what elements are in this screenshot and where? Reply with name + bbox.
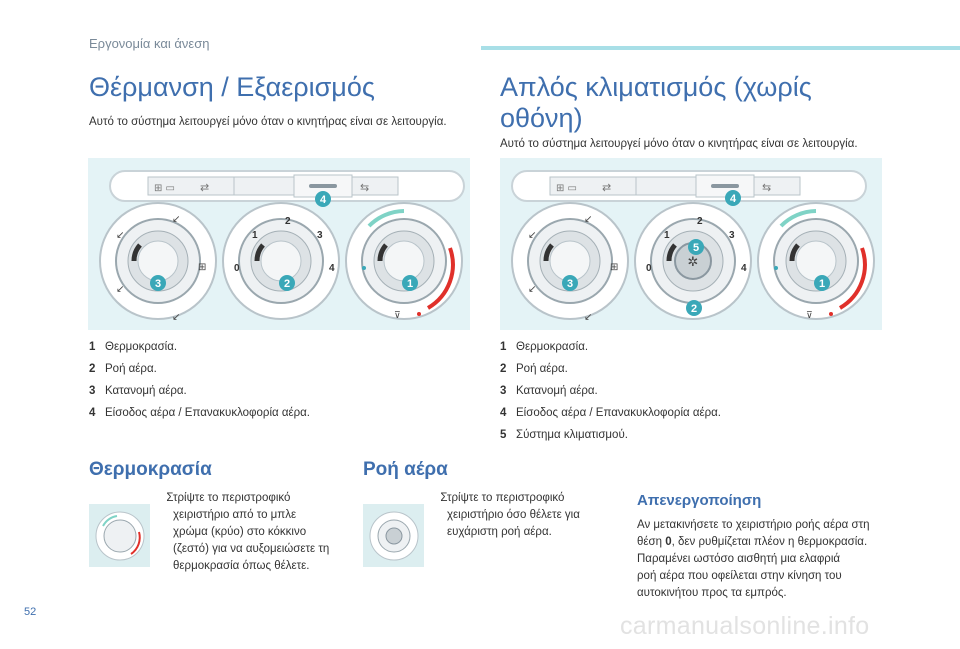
watermark: carmanualsonline.info [620,612,870,640]
page-number: 52 [24,606,37,618]
legend-item: 3 Κατανομή αέρα. [89,385,187,397]
svg-text:✲: ✲ [687,255,699,270]
svg-text:2: 2 [285,216,291,227]
svg-text:4: 4 [729,193,737,205]
svg-text:⊞ ▭: ⊞ ▭ [556,183,578,194]
heating-subtitle: Αυτό το σύστημα λειτουργεί μόνο όταν ο κινητήρας είναι σε λειτουργία. [89,116,447,128]
svg-text:⊽: ⊽ [806,311,813,321]
page-title-ac-line2: οθόνη) [500,103,583,133]
svg-text:0: 0 [234,263,240,274]
svg-text:⇆: ⇆ [360,181,370,194]
airflow-heading: Ροή αέρα [363,459,448,480]
svg-text:↙: ↙ [528,230,537,241]
svg-text:1: 1 [406,278,414,290]
ac-panel-illustration [500,158,882,330]
legend-item: 3 Κατανομή αέρα. [500,385,598,397]
svg-text:2: 2 [697,216,703,227]
svg-text:2: 2 [283,278,291,290]
svg-text:4: 4 [329,263,335,274]
legend-item: 1 Θερμοκρασία. [500,341,589,353]
svg-text:⊞ ▭: ⊞ ▭ [154,183,176,194]
ac-subtitle: Αυτό το σύστημα λειτουργεί μόνο όταν ο κινητήρας είναι σε λειτουργία. [500,138,858,150]
svg-text:4: 4 [741,263,747,274]
svg-text:1: 1 [252,230,258,241]
legend-item: 4 Είσοδος αέρα / Επανακυκλοφορία αέρα. [500,407,722,419]
svg-text:⊽: ⊽ [394,311,401,321]
legend-item: 4 Είσοδος αέρα / Επανακυκλοφορία αέρα. [89,407,311,419]
legend-item: 2 Ροή αέρα. [89,363,157,375]
callout-4-right [725,190,741,206]
svg-text:3: 3 [154,278,162,290]
legend-item: 1 Θερμοκρασία. [89,341,178,353]
temperature-knob-right [758,203,874,321]
svg-text:⊞: ⊞ [198,262,207,273]
svg-text:↙: ↙ [528,284,537,295]
svg-text:4: 4 [319,194,327,206]
temperature-heading: Θερμοκρασία [89,459,212,480]
deactivation-heading: Απενεργοποίηση [637,492,762,509]
svg-text:⇄: ⇄ [602,181,612,194]
deactivation-text: Αν μετακινήσετε το χειριστήριο ροής αέρα στη θέση 0, δεν ρυθμίζεται πλέον η θερμοκρασία. Παραμένει ωστόσο αισθητή μια ελαφριά ροή αέρα που οφείλεται στην κίνηση του αυτοκινήτου προς τα εμπρός. [637,519,870,599]
heating-panel-illustration [88,158,470,330]
svg-text:⇆: ⇆ [762,181,772,194]
section-header: Εργονομία και άνεση [89,36,210,51]
callout-4-left [315,191,331,207]
temperature-knob-left [346,203,462,321]
svg-text:5: 5 [692,242,700,254]
legend-item: 2 Ροή αέρα. [500,363,568,375]
svg-text:2: 2 [690,303,698,315]
svg-text:0: 0 [646,263,652,274]
svg-text:3: 3 [317,230,323,241]
temperature-instructions: Στρίψτε το περιστροφικό χειριστήριο από το μπλε χρώμα (κρύο) στο κόκκινο (ζεστό) για να αυξομειώσετε τη θερμοκρασία όπως θέλετε. [166,492,330,572]
svg-text:↙: ↙ [172,214,181,225]
svg-text:↙: ↙ [172,312,181,323]
svg-text:⇄: ⇄ [200,181,210,194]
airflow-knob-right [635,203,751,319]
header-rule [481,46,960,50]
airflow-knob-thumbnail [363,504,424,567]
svg-text:1: 1 [818,278,826,290]
temperature-knob-thumbnail [89,504,150,567]
svg-text:1: 1 [664,230,670,241]
svg-text:↙: ↙ [584,214,593,225]
svg-text:↙: ↙ [116,230,125,241]
svg-text:3: 3 [566,278,574,290]
airflow-knob-left [223,203,339,319]
svg-text:↙: ↙ [116,284,125,295]
airflow-instructions: Στρίψτε το περιστροφικό χειριστήριο όσο θέλετε για ευχάριστη ροή αέρα. [440,492,580,538]
page-title-ac-line1: Απλός κλιματισμός (χωρίς [500,72,812,102]
svg-text:↙: ↙ [584,312,593,323]
svg-text:⊞: ⊞ [610,262,619,273]
legend-item: 5 Σύστημα κλιματισμού. [500,429,628,441]
page-title-heating: Θέρμανση / Εξαερισμός [89,72,375,102]
svg-text:3: 3 [729,230,735,241]
